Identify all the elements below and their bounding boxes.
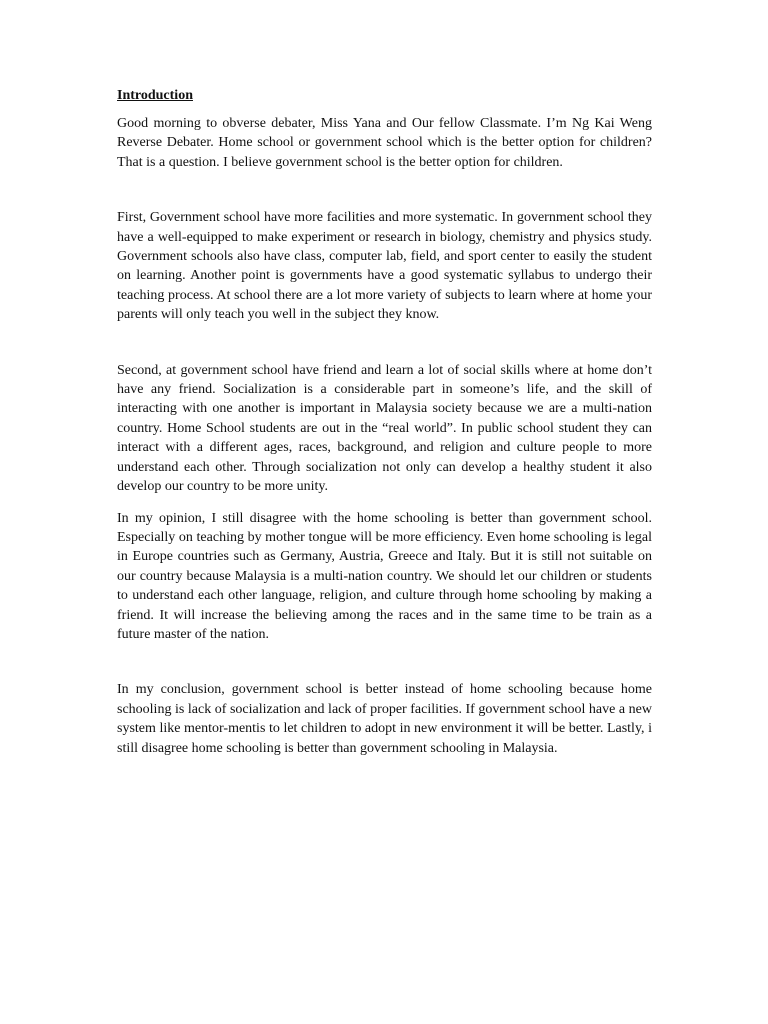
spacer bbox=[117, 497, 652, 509]
document-page bbox=[117, 86, 652, 758]
paragraph-opinion: In my opinion, I still disagree with the home schooling is better than government school. Especially on teaching by mother tongue will be more efficiency. Even home schooling is legal in Europe countries such as Germany, Austria, Greece and Italy. But it is still not suitable on our country because Malaysia is a multi-nation country. We should let our children or students to understand each other language, religion, and culture through home schooling by making a friend. It will increase the believing among the races and in the same time to be train as a future master of the nation. bbox=[117, 510, 652, 642]
paragraph-greeting: Good morning to obverse debater, Miss Yana and Our fellow Classmate. I’m Ng Kai Weng Reverse Debater. Home school or government school which is the better option for children? That is a question. I believe government school is the better option for children. bbox=[117, 116, 652, 170]
paragraph-facilities: First, Government school have more facilities and more systematic. In government school they have a well-equipped to make experiment or research in biology, chemistry and physics study. Government schools also have class, computer lab, field, and sport center to easily the student on learning. Another point is governments have a good systematic syllabus to undergo their teaching process. At school there are a lot more variety of subjects to learn where at home your parents will only teach you well in the subject they know. bbox=[117, 210, 652, 323]
spacer bbox=[117, 172, 652, 208]
paragraph-socialization: Second, at government school have friend and learn a lot of social skills where at home don’t have any friend. Socialization is a considerable part in someone’s life, and the skill of interacting with one another is important in Malaysia society because we are a multi-nation country. Home School students are out in the “real world”. In public school student they can interact with a different ages, races, background, and religion and culture people to more understand each other. Through socialization not only can develop a healthy student it also develop our country to be more unity. bbox=[117, 362, 652, 495]
paragraph-conclusion: In my conclusion, government school is better instead of home schooling because home schooling is lack of socialization and lack of proper facilities. If government school have a new system like mentor-mentis to let children to adopt in new environment it will be better. Lastly, i still disagree home schooling is better than government schooling in Malaysia. bbox=[117, 682, 652, 756]
spacer bbox=[117, 644, 652, 680]
heading-introduction: Introduction bbox=[117, 88, 193, 103]
spacer bbox=[117, 325, 652, 361]
